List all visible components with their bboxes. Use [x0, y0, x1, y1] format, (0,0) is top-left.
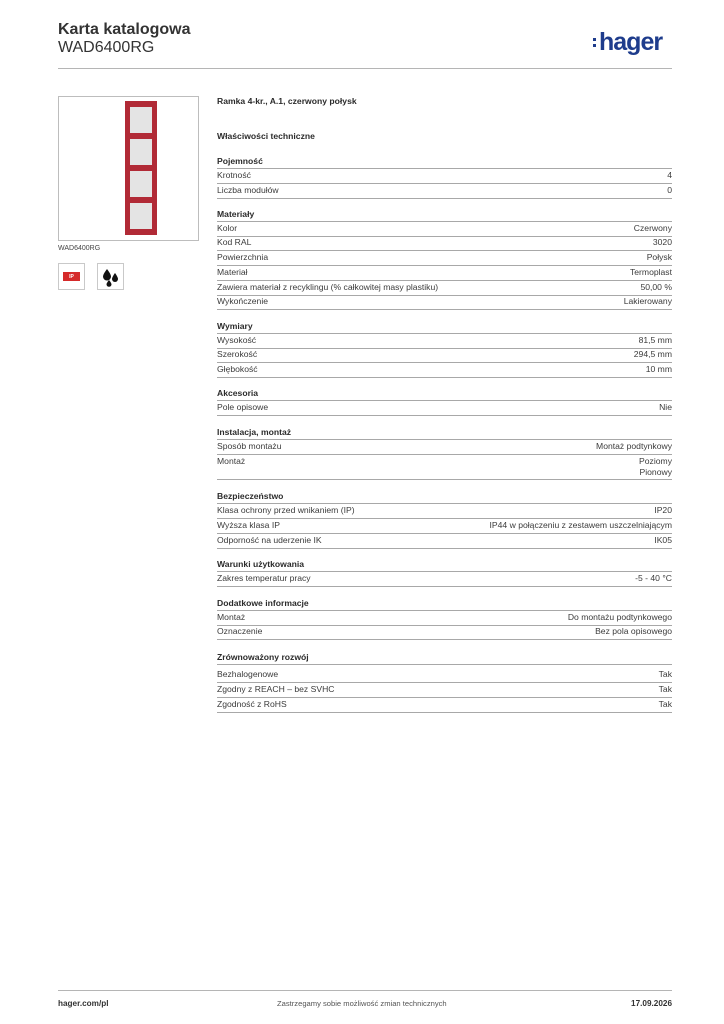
table-row: Oznaczenie Bez pola opisowego — [217, 625, 672, 640]
table-row: Odporność na uderzenie IK IK05 — [217, 534, 672, 549]
table-row: Liczba modułów 0 — [217, 184, 672, 199]
frame-opening — [130, 171, 152, 197]
group-heading-dimensions: Wymiary — [217, 320, 672, 334]
table-row: Szerokość 294,5 mm — [217, 348, 672, 363]
table-row: Montaż Poziomy Pionowy — [217, 456, 672, 480]
table-row: Wysokość 81,5 mm — [217, 334, 672, 349]
table-row: Zgodny z REACH – bez SVHC Tak — [217, 683, 672, 698]
table-row: Głębokość 10 mm — [217, 363, 672, 378]
table-row: Zgodność z RoHS Tak — [217, 698, 672, 713]
footer-notice: Zastrzegamy sobie możliwość zmian technicznych — [277, 999, 447, 1008]
group-heading-capacity: Pojemność — [217, 155, 672, 169]
image-caption: WAD6400RG — [58, 245, 101, 252]
header-divider — [58, 68, 672, 69]
technical-properties-heading: Właściwości techniczne — [217, 131, 315, 141]
product-image — [58, 96, 199, 241]
footer-divider — [58, 990, 672, 991]
table-row: Zakres temperatur pracy -5 - 40 °C — [217, 572, 672, 587]
footer-date: 17.09.2026 — [631, 999, 672, 1008]
frame-illustration — [125, 101, 157, 235]
table-row: Powierzchnia Połysk — [217, 251, 672, 266]
table-row: Sposób montażu Montaż podtynkowy — [217, 440, 672, 455]
water-drops-icon — [97, 263, 124, 290]
table-row: Klasa ochrony przed wnikaniem (IP) IP20 — [217, 504, 672, 519]
group-heading-installation: Instalacja, montaż — [217, 426, 672, 440]
table-row: Wyższa klasa IP IP44 w połączeniu z zestawem uszczelniającym — [217, 519, 672, 534]
frame-opening — [130, 107, 152, 133]
table-row: Montaż Do montażu podtynkowego — [217, 611, 672, 626]
product-code: WAD6400RG — [58, 39, 155, 56]
group-heading-operating-conditions: Warunki użytkowania — [217, 558, 672, 572]
hager-logo — [593, 28, 662, 56]
footer-website-link[interactable]: hager.com/pl — [58, 999, 109, 1008]
group-heading-additional-info: Dodatkowe informacje — [217, 597, 672, 611]
table-row: Wykończenie Lakierowany — [217, 295, 672, 310]
group-heading-safety: Bezpieczeństwo — [217, 490, 672, 504]
table-row: Krotność 4 — [217, 169, 672, 184]
table-row: Bezhalogenowe Tak — [217, 668, 672, 683]
logo-text: hager — [599, 28, 663, 56]
product-name: Ramka 4-kr., A.1, czerwony połysk — [217, 96, 357, 106]
table-row: Kod RAL 3020 — [217, 236, 672, 251]
table-row: Materiał Termoplast — [217, 266, 672, 281]
frame-opening — [130, 139, 152, 165]
logo-dots-icon — [593, 38, 596, 47]
table-row: Pole opisowe Nie — [217, 401, 672, 416]
document-title: Karta katalogowa — [58, 21, 191, 38]
frame-opening — [130, 203, 152, 229]
group-heading-accessories: Akcesoria — [217, 387, 672, 401]
group-heading-materials: Materiały — [217, 208, 672, 222]
group-heading-sustainability: Zrównoważony rozwój — [217, 651, 672, 665]
ip-rating-icon: IP — [58, 263, 85, 290]
table-row: Zawiera materiał z recyklingu (% całkowitej masy plastiku) 50,00 % — [217, 281, 672, 296]
table-row: Kolor Czerwony — [217, 222, 672, 237]
